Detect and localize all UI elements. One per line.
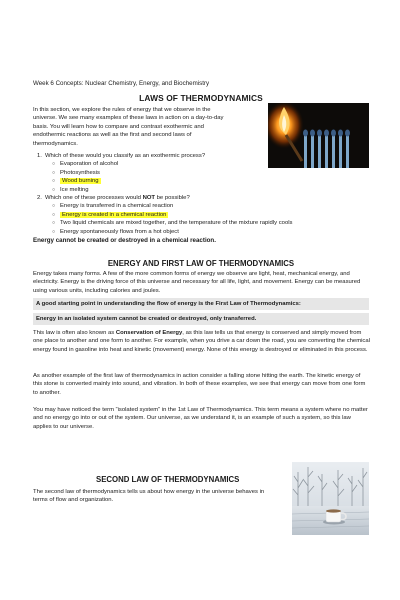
bullet-icon: ○: [52, 178, 56, 185]
question-list: [33, 152, 373, 245]
second-law-paragraph: The second law of thermodynamics tells us about how energy in the universe behaves in terms of flow and organization.: [33, 489, 265, 504]
option-text: Evaporation of alcohol: [60, 161, 119, 168]
question-1: [33, 152, 373, 160]
option-text: Photosynthesis: [60, 169, 100, 176]
option-item: [33, 228, 373, 236]
callout-starting-point: A good starting point in understanding the flow of energy is the First Law of Thermodynamics:: [33, 298, 369, 310]
option-text: Two liquid chemicals are mixed together, and the temperature of the mixture rapidly cools: [60, 220, 293, 227]
question-2: [33, 194, 373, 202]
conservation-paragraph: [33, 329, 371, 354]
section-title-laws: LAWS OF THERMODYNAMICS: [139, 93, 263, 103]
option-text: Energy is transferred in a chemical reaction: [60, 203, 174, 210]
highlighted-answer: Wood burning: [62, 178, 99, 185]
bullet-icon: ○: [52, 211, 56, 218]
question-text: Which of these would you classify as an exothermic process?: [45, 153, 206, 159]
question-text-part: be possible?: [155, 195, 190, 202]
conservation-term: Conservation of Energy: [115, 330, 183, 336]
energy-paragraph: Energy takes many forms. A few of the more common forms of energy we observe are light, heat, mechanical energy, and electricity. Energy is the driving force of this universe and necessary for all life, light, and movement. Energy can be measured using various units, including calories and joules.: [33, 271, 361, 294]
question-number: 2.: [37, 195, 42, 202]
stone-paragraph: As another example of the first law of thermodynamics in action consider a falling stone hitting the earth. The kinetic energy of this stone is converted mainly into sound, and vibration. In both of these examples, we see that energy can move from one form to another.: [33, 373, 366, 396]
key-statement: Energy cannot be created or destroyed in a chemical reaction.: [33, 237, 216, 245]
winter-mug-image: [292, 462, 369, 535]
isolated-system-paragraph: You may have noticed the term “isolated system” in the 1st Law of Thermodynamics. This term means a system where no matter and no energy go into or out of the system. Our universe, as we understand it, is an example of such a system, so this law applies to our universe.: [33, 407, 368, 430]
bullet-icon: ○: [52, 186, 56, 193]
question-text-emphasis: NOT: [142, 195, 156, 202]
intro-paragraph: In this section, we explore the rules of energy that we observe in the universe. We see many examples of these laws in action on a day-to-day basis. You will learn how to compare and contrast exothermic and endothermic reactions as well as the first and second laws of thermodynamics.: [33, 107, 224, 147]
option-item: [33, 186, 373, 194]
conservation-text: , as this law tells us that energy is conserved and simply moved from one place to another and one form to another. For example, when you drive a car down the road, you are converting the chemical energy found in gasoline into heat and kinetic (movement) energy. None of this energy is destroyed or eliminated in this process.: [33, 330, 370, 353]
conservation-text: This law is often also known as: [33, 330, 116, 336]
section-title-first-law: ENERGY AND FIRST LAW OF THERMODYNAMICS: [107, 259, 295, 268]
winter-illustration: [292, 462, 369, 535]
option-item: [33, 202, 373, 210]
bullet-icon: ○: [52, 228, 56, 235]
option-item: [33, 211, 373, 219]
bullet-icon: ○: [52, 203, 56, 210]
option-text: Energy spontaneously flows from a hot object: [60, 228, 179, 235]
option-item: [33, 169, 373, 177]
question-number: 1.: [37, 153, 42, 159]
bullet-icon: ○: [52, 220, 56, 227]
highlighted-answer: Energy is created in a chemical reaction: [62, 211, 167, 218]
option-text: Ice melting: [60, 186, 89, 193]
bullet-icon: ○: [52, 169, 56, 176]
section-title-second-law: SECOND LAW OF THERMODYNAMICS: [96, 475, 240, 484]
question-text-part: Which one of these processes would: [45, 195, 143, 202]
option-item: [33, 219, 373, 227]
bullet-icon: ○: [52, 161, 56, 168]
week-title: Week 6 Concepts: Nuclear Chemistry, Energy, and Biochemistry: [33, 80, 210, 87]
option-item: [33, 160, 373, 168]
option-item: [33, 177, 373, 185]
callout-first-law: Energy in an isolated system cannot be created or destroyed, only transferred.: [33, 313, 369, 325]
